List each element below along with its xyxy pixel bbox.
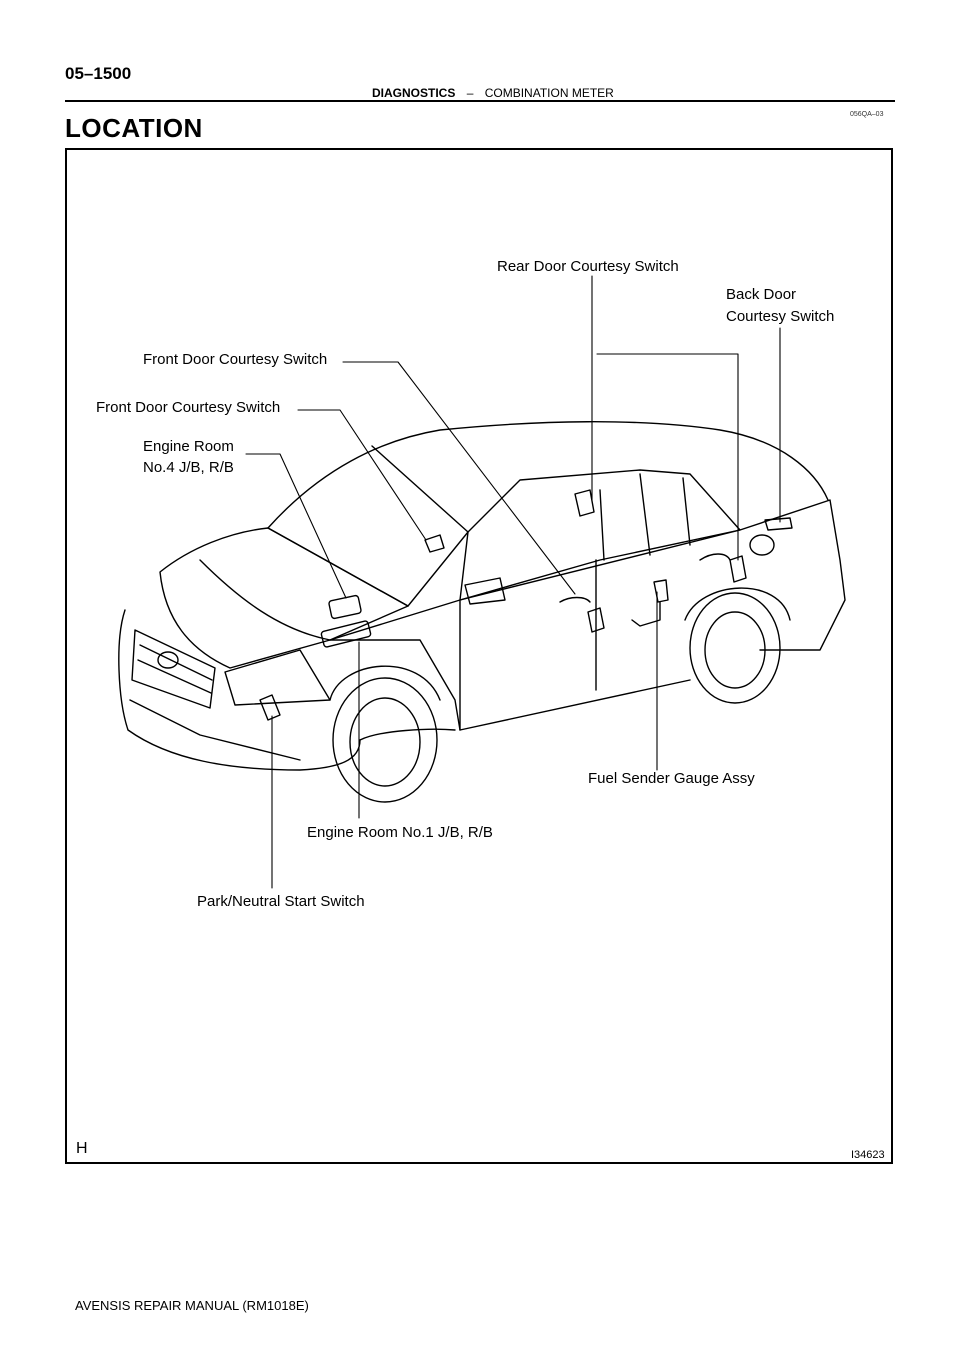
figure-mark: H	[76, 1140, 88, 1157]
park-neutral-switch	[260, 695, 280, 720]
car-roof-outline	[268, 422, 828, 528]
label-front-door-courtesy-switch-1: Front Door Courtesy Switch	[143, 351, 328, 368]
engine-room-no4-box	[328, 595, 361, 619]
front-door-switch-a	[425, 535, 444, 552]
rear-wheel	[690, 593, 780, 703]
page-title: LOCATION	[65, 113, 203, 143]
rear-door-switch-a	[575, 490, 594, 516]
label-park-neutral-start-switch: Park/Neutral Start Switch	[197, 893, 365, 910]
windshield	[268, 446, 468, 606]
side-mirror	[465, 578, 505, 604]
header-separator: –	[466, 86, 474, 100]
fuel-sender-gauge	[632, 580, 668, 626]
hood	[160, 528, 408, 668]
label-back-door-line2: Courtesy Switch	[726, 308, 835, 325]
label-front-door-courtesy-switch-2: Front Door Courtesy Switch	[96, 399, 281, 416]
label-engine-room-no4-line1: Engine Room	[143, 438, 234, 455]
label-engine-room-no4-line2: No.4 J/B, R/B	[143, 459, 234, 476]
label-engine-room-no1: Engine Room No.1 J/B, R/B	[307, 824, 493, 841]
subsection-name: COMBINATION METER	[484, 86, 614, 100]
back-door-switch	[765, 518, 792, 530]
body-side	[330, 500, 845, 650]
document-code: 056QA–03	[850, 111, 884, 118]
page-number: 05–1500	[65, 64, 132, 83]
label-fuel-sender-gauge: Fuel Sender Gauge Assy	[588, 770, 755, 787]
section-name: DIAGNOSTICS	[372, 86, 456, 100]
label-back-door-line1: Back Door	[726, 286, 797, 303]
label-rear-door-courtesy-switch: Rear Door Courtesy Switch	[497, 258, 679, 275]
engine-room-no1-box	[321, 620, 371, 647]
grille	[132, 630, 215, 708]
footer-manual-title: AVENSIS REPAIR MANUAL (RM1018E)	[75, 1298, 309, 1313]
figure-id: I34623	[851, 1149, 885, 1161]
headlamp	[225, 650, 330, 705]
front-wheel	[333, 678, 437, 802]
